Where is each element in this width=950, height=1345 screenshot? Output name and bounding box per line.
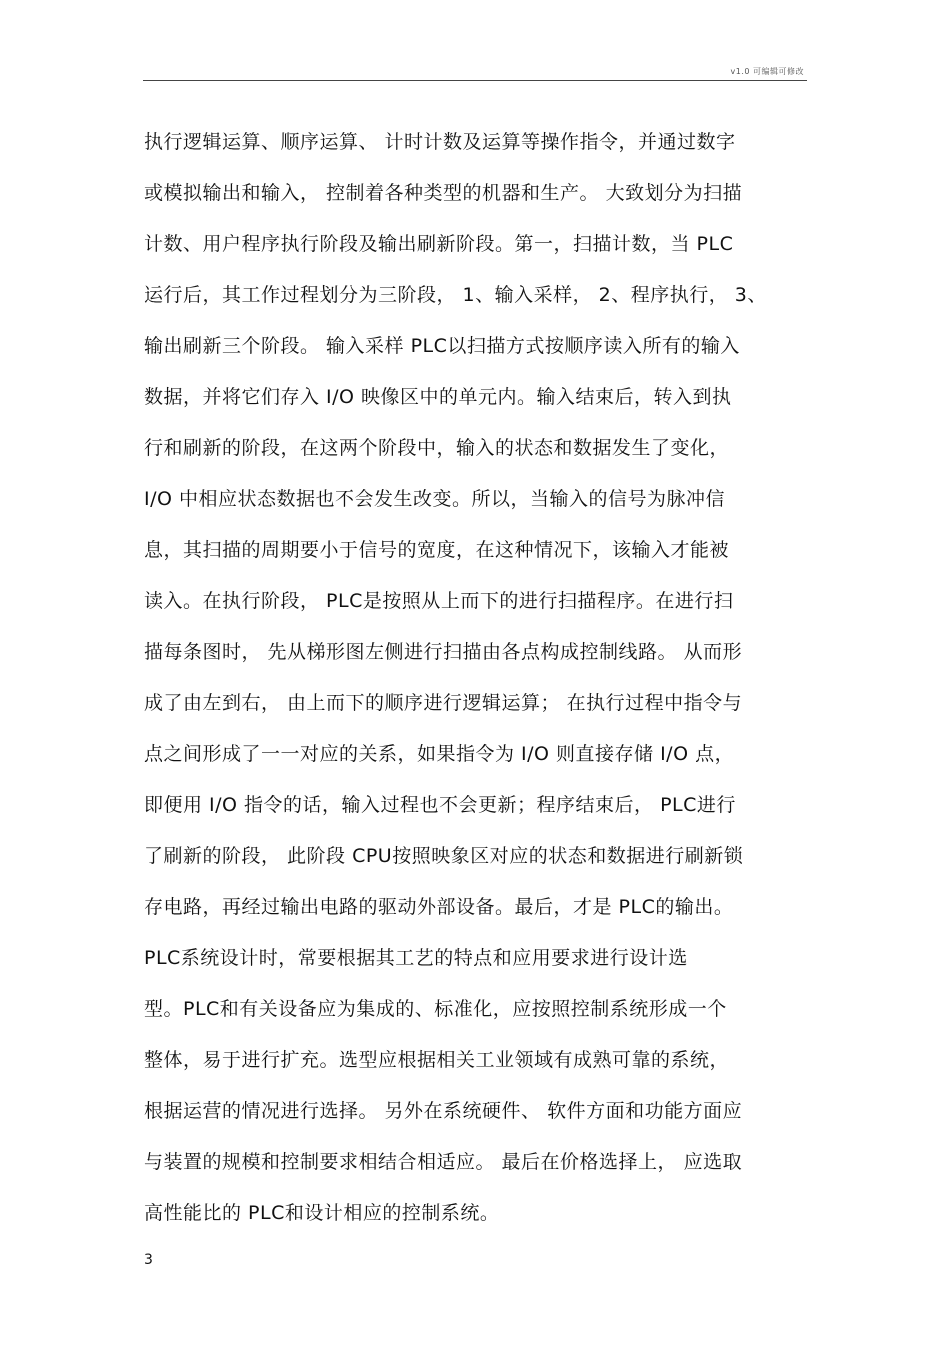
text-line: 整体，易于进行扩充。选型应根据相关工业领域有成熟可靠的系统， [144,1049,730,1071]
text-line: 高性能比的 PLC和设计相应的控制系统。 [144,1202,500,1224]
text-line: 成了由左到右， 由上而下的顺序进行逻辑运算； 在执行过程中指令与 [144,692,743,714]
text-line: 即便用 I/O 指令的话，输入过程也不会更新；程序结束后， PLC进行 [144,794,736,816]
text-line: 与装置的规模和控制要求相结合相适应。 最后在价格选择上， 应选取 [144,1151,743,1173]
text-line: 描每条图时， 先从梯形图左侧进行扫描由各点构成控制线路。 从而形 [144,641,743,663]
text-line: 输出刷新三个阶段。 输入采样 PLC以扫描方式按顺序读入所有的输入 [144,335,740,357]
header-divider [143,80,807,81]
header-version-note: v1.0 可编辑可修改 [730,67,804,76]
document-body [144,120,824,1242]
text-line: 息，其扫描的周期要小于信号的宽度，在这种情况下，该输入才能被 [144,539,730,561]
text-line: 数据，并将它们存入 I/O 映像区中的单元内。输入结束后，转入到执 [144,386,732,408]
text-line: 了刷新的阶段， 此阶段 CPU按照映象区对应的状态和数据进行刷新锁 [144,845,744,867]
text-line: 计数、用户程序执行阶段及输出刷新阶段。第一，扫描计数，当 PLC [144,233,734,255]
text-line: PLC系统设计时，常要根据其工艺的特点和应用要求进行设计选 [144,947,688,969]
page-number: 3 [144,1252,153,1268]
text-line: 型。PLC和有关设备应为集成的、标准化，应按照控制系统形成一个 [144,998,727,1020]
text-line: 根据运营的情况进行选择。 另外在系统硬件、 软件方面和功能方面应 [144,1100,743,1122]
text-line: 点之间形成了一一对应的关系，如果指令为 I/O 则直接存储 I/O 点， [144,743,735,765]
text-line: 运行后，其工作过程划分为三阶段， 1、输入采样， 2、程序执行， 3、 [144,284,767,306]
text-line: 读入。在执行阶段， PLC是按照从上而下的进行扫描程序。在进行扫 [144,590,734,612]
text-line: 执行逻辑运算、顺序运算、 计时计数及运算等操作指令，并通过数字 [144,131,736,153]
text-line: 行和刷新的阶段，在这两个阶段中，输入的状态和数据发生了变化， [144,437,730,459]
text-line: 或模拟输出和输入， 控制着各种类型的机器和生产。 大致划分为扫描 [144,182,743,204]
text-line: I/O 中相应状态数据也不会发生改变。所以，当输入的信号为脉冲信 [144,488,726,510]
text-line: 存电路，再经过输出电路的驱动外部设备。最后，才是 PLC的输出。 [144,896,734,918]
